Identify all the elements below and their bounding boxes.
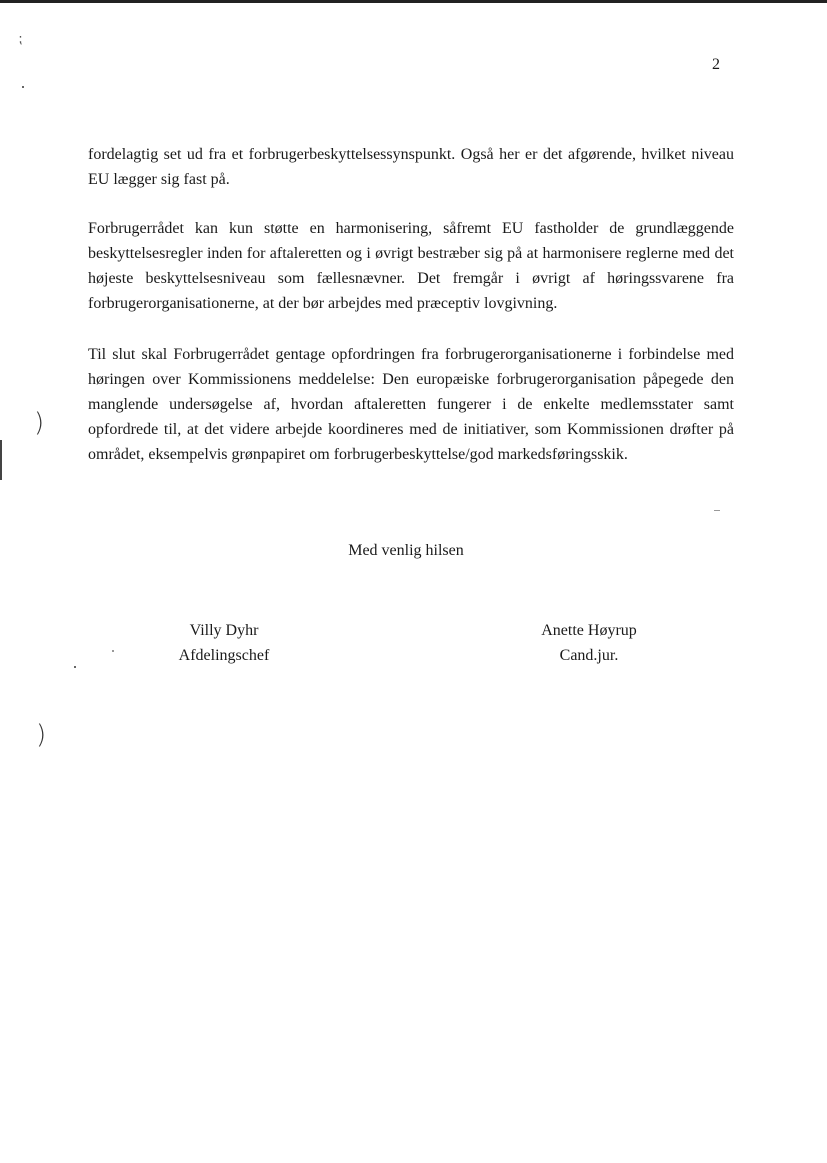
signatory-name: Villy Dyhr <box>189 622 259 639</box>
scan-artifact-mark: ⁏ <box>18 32 23 47</box>
paragraph-1: fordelagtig set ud fra et forbrugerbeskyttelsessynspunkt. Også her er det afgørende, hvilket niveau EU lægger sig fast på. <box>88 146 734 188</box>
signatory-title: Afdelingschef <box>178 647 270 664</box>
scan-left-edge-mark <box>0 440 2 480</box>
signatory-name: Anette Høyrup <box>541 622 637 639</box>
paragraph-2: Forbrugerrådet kan kun støtte en harmonisering, såfremt EU fastholder de grundlæggende beskyttelsesregler inden for aftaleretten og i øvrigt bestræber sig på at harmonisere reglerne med det højeste beskyttelsesniveau som fællesnævner. Det fremgår i øvrigt af høringssvarene fra forbrugerorganisationerne, at der bør arbejdes med præceptiv lovgivning. <box>88 220 734 312</box>
scan-speck <box>112 650 114 652</box>
signatory-title: Cand.jur. <box>559 647 619 664</box>
scan-speck <box>22 86 24 88</box>
scan-top-border <box>0 0 827 3</box>
punch-hole-mark-lower: ) <box>36 720 47 750</box>
scan-speck <box>714 510 720 511</box>
page-number: 2 <box>712 56 720 73</box>
signature-block-left <box>124 618 324 668</box>
closing-salutation: Med venlig hilsen <box>348 542 464 559</box>
signature-block-right <box>489 618 689 668</box>
scan-speck <box>74 666 76 668</box>
paragraph-3: Til slut skal Forbrugerrådet gentage opfordringen fra forbrugerorganisationerne i forbindelse med høringen over Kommissionens meddelelse: Den europæiske forbrugerorganisation påpegede den manglende undersøgelse af, hvordan aftaleretten fungerer i de enkelte medlemsstater samt opfordrede til, at det videre arbejde koordineres med de initiativer, som Kommissionen drøfter på området, eksempelvis grønpapiret om forbrugerbeskyttelse/god markedsføringsskik. <box>88 346 734 463</box>
punch-hole-mark-upper: ) <box>34 408 45 438</box>
